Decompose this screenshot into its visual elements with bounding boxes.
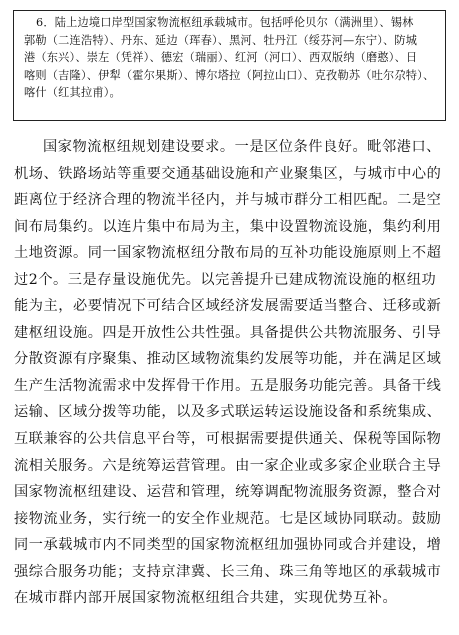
body-line: 运输、区域分拨等功能，以及多式联运转运设施设备和系统集成、 bbox=[14, 404, 442, 421]
body-line: 间布局集约。以连片集中布局为主，集中设置物流设施，集约利用 bbox=[14, 218, 442, 235]
body-line: 距离位于经济合理的物流半径内，并与城市群分工相匹配。二是空 bbox=[14, 192, 442, 209]
note-box bbox=[13, 10, 446, 121]
body-line: 在城市群内部开展国家物流枢纽组合共建，实现优势互补。 bbox=[14, 590, 398, 607]
note-line: 港（东兴）、崇左（凭祥）、德宏（瑞丽）、红河（河口）、西双版纳（磨憨）、日 bbox=[24, 51, 418, 65]
note-line: 郭勒（二连浩特）、丹东、延边（珲春）、黑河、牡丹江（绥芬河—东宁）、防城 bbox=[24, 33, 418, 47]
body-line: 强综合服务功能；支持京津冀、长三角、珠三角等地区的承载城市 bbox=[14, 563, 442, 580]
note-line: 6．陆上边境口岸型国家物流枢纽承载城市。包括呼伦贝尔（满洲里）、锡林 bbox=[36, 16, 414, 29]
body-line: 接物流业务，实行统一的安全作业规范。七是区域协同联动。鼓励 bbox=[14, 510, 442, 527]
body-line: 土地资源。同一国家物流枢纽分散布局的互补功能设施原则上不超 bbox=[14, 245, 442, 262]
body-line: 能为主，必要情况下可结合区域经济发展需要适当整合、迁移或新 bbox=[14, 298, 442, 315]
body-line: 机场、铁路场站等重要交通基础设施和产业聚集区，与城市中心的 bbox=[14, 165, 442, 182]
body-line: 建枢纽设施。四是开放性公共性强。具备提供公共物流服务、引导 bbox=[14, 324, 442, 341]
body-line: 同一承载城市内不同类型的国家物流枢纽加强协同或合并建设，增 bbox=[14, 537, 442, 554]
body-line: 流相关服务。六是统筹运营管理。由一家企业或多家企业联合主导 bbox=[14, 457, 442, 474]
body-line: 互联兼容的公共信息平台等，可根据需要提供通关、保税等国际物 bbox=[14, 431, 442, 448]
note-line: 喀则（吉隆）、伊犁（霍尔果斯）、博尔塔拉（阿拉山口）、克孜勒苏（吐尔尕特）、 bbox=[24, 68, 435, 82]
body-line: 国家物流枢纽规划建设要求。一是区位条件良好。毗邻港口、 bbox=[43, 139, 441, 155]
body-paragraph bbox=[14, 134, 448, 612]
body-line: 生产生活物流需求中发挥骨干作用。五是服务功能完善。具备干线 bbox=[14, 377, 442, 394]
note-line: 喀什（红其拉甫）。 bbox=[24, 86, 121, 100]
body-line: 过2个。三是存量设施优先。以完善提升已建成物流设施的枢纽功 bbox=[14, 271, 437, 288]
body-line: 分散资源有序聚集、推动区域物流集约发展等功能，并在满足区域 bbox=[14, 351, 442, 368]
body-line: 国家物流枢纽建设、运营和管理，统筹调配物流服务资源，整合对 bbox=[14, 484, 442, 501]
